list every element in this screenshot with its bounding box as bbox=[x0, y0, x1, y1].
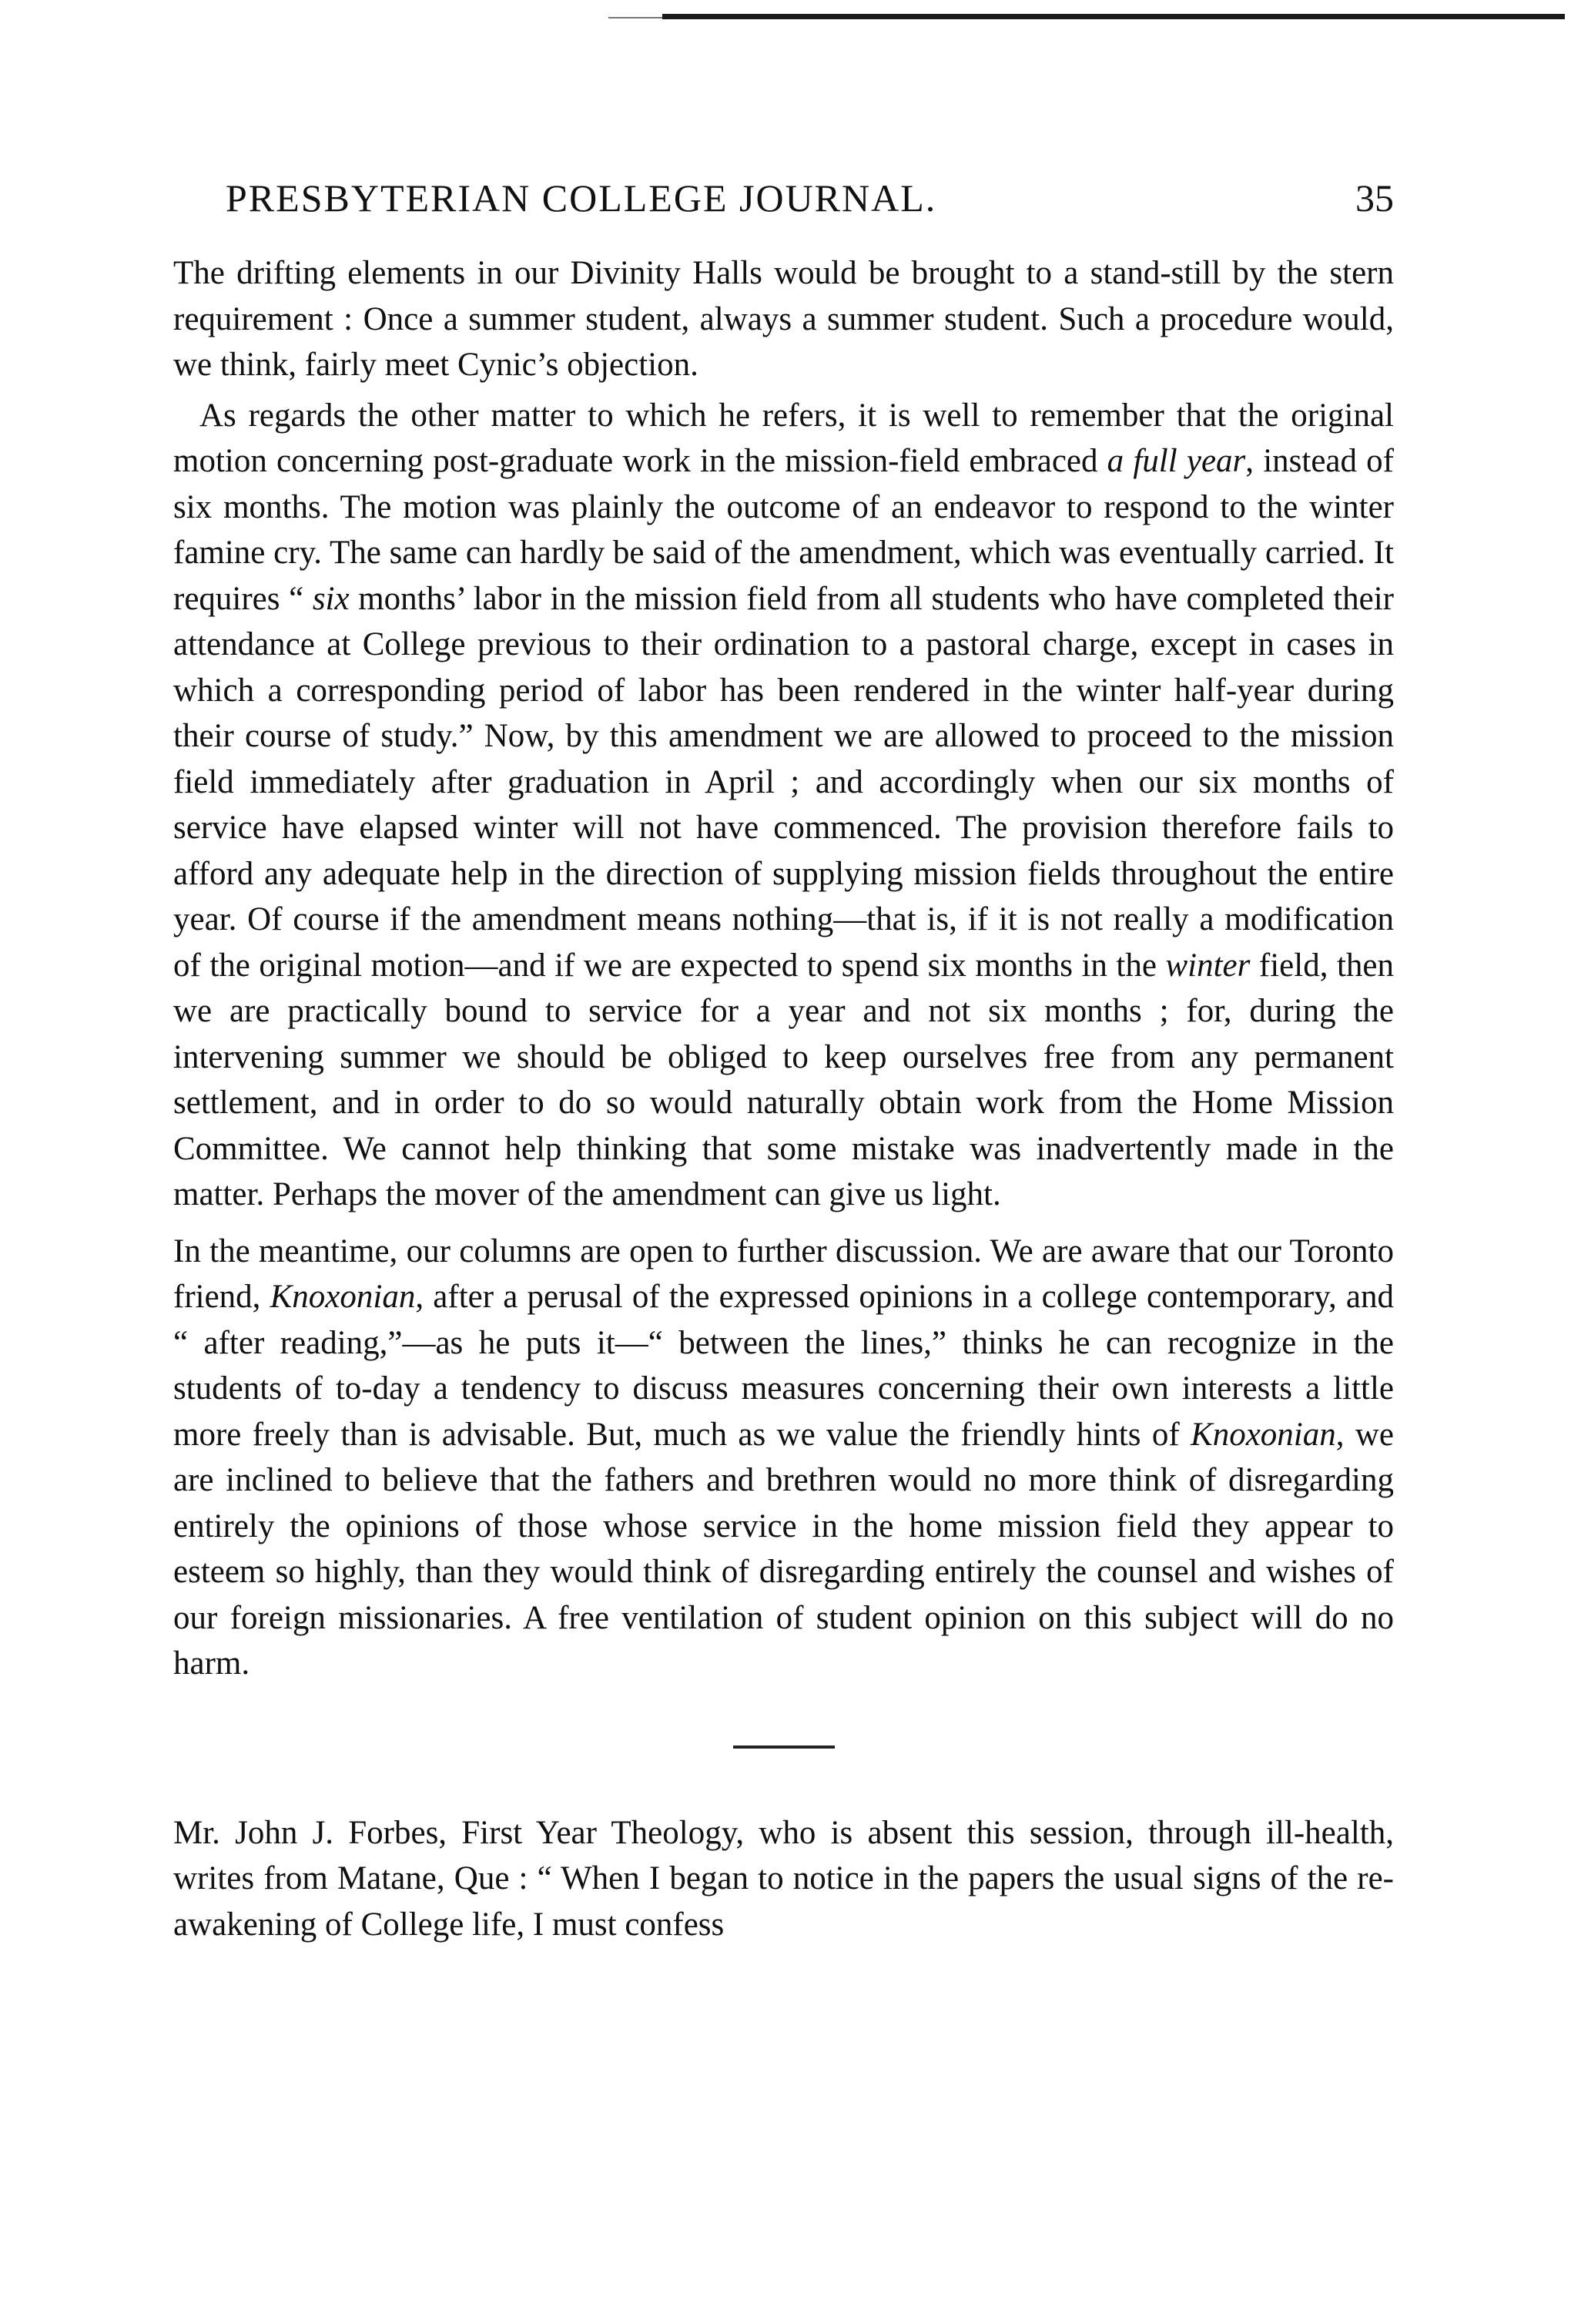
text-run: months’ labor in the mission field from all students who have completed their attendance at College previous to their ordination to a pastoral charge, except in cases in which a corresponding period of labor has been rendered in the winter half-year during their course of study.” Now, by this amendment we are allowed to proceed to the mission field immediately after graduation in April ; and accordingly when our six months of service have elapsed winter will not have commenced. The provision therefore fails to afford any adequate help in the direction of supplying mission fields throughout the entire year. Of course if the amendment means nothing—that is, if it is not really a modification of the original motion—and if we are expected to spend six months in the bbox=[173, 580, 1395, 984]
top-edge-rule bbox=[662, 14, 1565, 19]
page-number: 35 bbox=[1355, 176, 1394, 220]
text-run: Mr. John J. Forbes, First Year Theology, who is absent this session, through ill-health, writes from Matane, Que : “ When I began to notice in the papers the usual signs of the re-awakening of College life, I must confess bbox=[173, 1814, 1394, 1943]
italic-run: Knoxonian bbox=[1191, 1416, 1336, 1453]
italic-run: six bbox=[312, 580, 350, 617]
paragraph-forbes-letter bbox=[173, 1810, 1394, 1948]
text-run: , instead of six months. The motion was plainly the outcome of an endeavor to respond to the winter famine cry. The same can hardly be said of the amendment, which was eventually carried. It requires “ bbox=[173, 443, 1394, 617]
article-body bbox=[173, 250, 1394, 1947]
journal-title: PRESBYTERIAN COLLEGE JOURNAL. bbox=[226, 176, 937, 220]
text-run: In the meantime, our columns are open to further discussion. We are aware that our Toronto friend, bbox=[173, 1232, 1394, 1315]
text-run: As regards the other matter to which he refers, it is well to remember that the original motion concerning post-graduate work in the mission-field embraced bbox=[173, 397, 1394, 479]
top-edge-rule-thin bbox=[608, 17, 662, 18]
section-divider bbox=[733, 1746, 835, 1749]
text-run: The drifting elements in our Divinity Halls would be brought to a stand-still by the stern requirement : Once a summer student, always a summer student. Such a procedure would, we think, fairly meet Cynic’s objection. bbox=[173, 255, 1394, 383]
text-run: , after a perusal of the expressed opinions in a college contemporary, and “ after reading,”—as he puts it—“ between the lines,” thinks he can recognize in the students of to-day a tendency to discuss measures concerning their own interests a little more freely than is advisable. But, much as we value the friendly hints of bbox=[173, 1279, 1394, 1453]
paragraph-discussion bbox=[173, 1229, 1394, 1687]
paragraph-cynic-objection bbox=[173, 250, 1394, 388]
italic-run: Knoxonian bbox=[270, 1279, 416, 1315]
text-run: field, then we are practically bound to service for a year and not six months ; for, during the intervening summer we should be obliged to keep ourselves free from any permanent settlement, and in order to do so would naturally obtain work from the Home Mission Committee. We cannot help thinking that some mistake was inadvertently made in the matter. Perhaps the mover of the amendment can give us light. bbox=[173, 947, 1394, 1212]
text-run: , we are inclined to believe that the fathers and brethren would no more think of disregarding entirely the opinions of those whose service in the home mission field they appear to esteem so highly, than they would think of disregarding entirely the counsel and wishes of our foreign missionaries. A free ventilation of student opinion on this subject will do no harm. bbox=[173, 1416, 1394, 1682]
running-header bbox=[181, 176, 1394, 230]
paragraph-amendment bbox=[173, 393, 1394, 1218]
italic-run: a full year bbox=[1107, 443, 1246, 479]
italic-run: winter bbox=[1165, 947, 1251, 984]
